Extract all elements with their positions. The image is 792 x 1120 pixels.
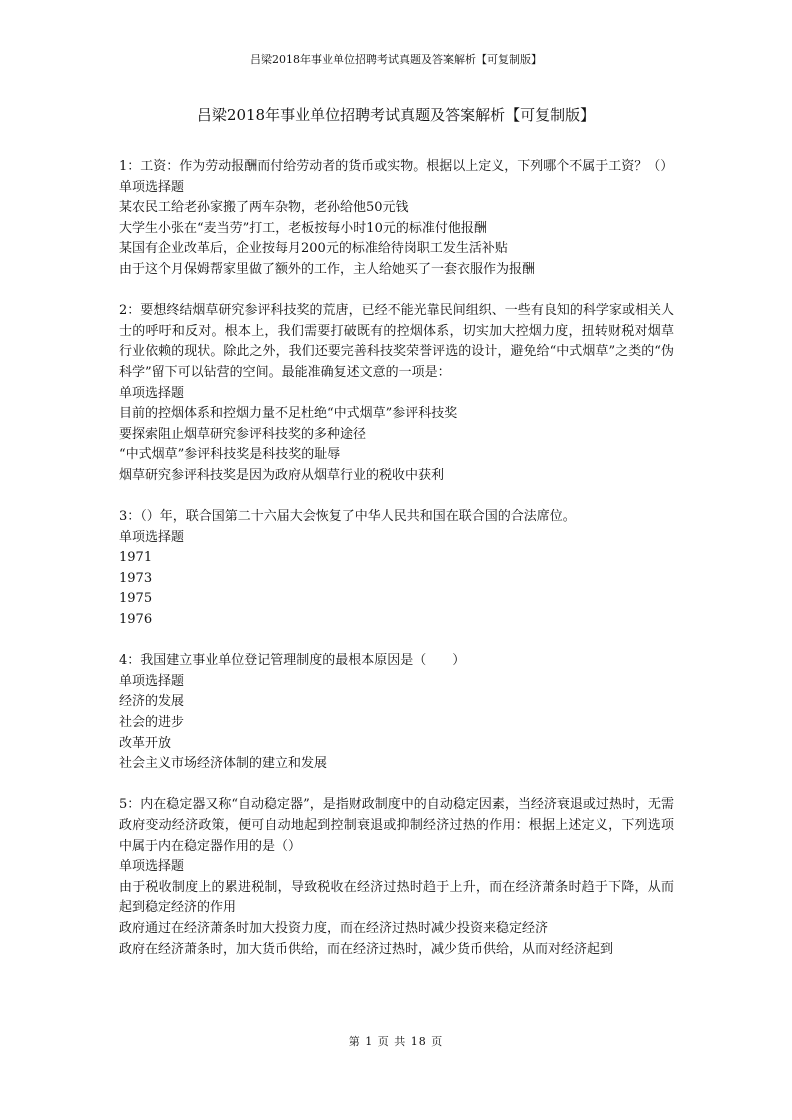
answer-option: “中式烟草”参评科技奖是科技奖的耻辱	[119, 447, 341, 463]
answer-option: 1973	[119, 570, 153, 586]
question-text: 4：我国建立事业单位登记管理制度的最根本原因是（ ）	[119, 653, 466, 669]
question-type: 单项选择题	[119, 385, 185, 401]
question-text: 2：要想终结烟草研究参评科技奖的荒唐，已经不能光靠民间组织、一些有良知的科学家或相关人士的呼吁和反对。根本上，我们需要打破既有的控烟体系，切实加大控烟力度，扭转财税对烟草行业依赖的现状。除此之外，我们还要完善科技奖荣誉评选的设计，避免给“中式烟草”之类的“伪科学”留下可以钻营的空间。最能准确复述文意的一项是：	[119, 303, 674, 380]
answer-option: 1976	[119, 612, 153, 628]
answer-option: 某国有企业改革后，企业按每月200元的标准给待岗职工发生活补贴	[119, 241, 508, 257]
answer-option: 1975	[119, 591, 153, 607]
answer-option: 政府通过在经济萧条时加大投资力度，而在经济过热时减少投资来稳定经济	[119, 920, 549, 936]
question-type: 单项选择题	[119, 529, 185, 545]
answer-option: 1971	[119, 550, 153, 566]
question-type: 单项选择题	[119, 179, 185, 195]
question-4	[119, 651, 674, 775]
question-3	[119, 507, 674, 631]
question-2	[119, 301, 674, 486]
question-text: 1：工资：作为劳动报酬而付给劳动者的货币或实物。根据以上定义，下列哪个不属于工资？（）	[119, 159, 674, 174]
question-text: 3：（）年，联合国第二十六届大会恢复了中华人民共和国在联合国的合法席位。	[119, 509, 576, 525]
question-1	[119, 157, 674, 281]
answer-option: 改革开放	[119, 735, 172, 751]
answer-option: 由于这个月保姆帮家里做了额外的工作，主人给她买了一套衣服作为报酬	[119, 261, 536, 277]
running-header: 吕梁2018年事业单位招聘考试真题及答案解析【可复制版】	[250, 53, 542, 66]
answer-option: 大学生小张在“麦当劳”打工，老板按每小时10元的标准付他报酬	[119, 220, 487, 236]
document-title: 吕梁2018年事业单位招聘考试真题及答案解析【可复制版】	[196, 106, 596, 124]
answer-option: 要探索阻止烟草研究参评科技奖的多种途径	[119, 426, 367, 442]
answer-option: 烟草研究参评科技奖是因为政府从烟草行业的税收中获利	[119, 467, 445, 483]
question-text: 5：内在稳定器又称“自动稳定器”，是指财政制度中的自动稳定因素，当经济衰退或过热时，无需政府变动经济政策，便可自动地起到控制衰退或抑制经济过热的作用：根据上述定义，下列选项中属于内在稳定器作用的是（）	[119, 797, 674, 854]
answer-option: 由于税收制度上的累进税制，导致税收在经济过热时趋于上升，而在经济萧条时趋于下降，从而起到稳定经济的作用	[119, 879, 674, 916]
answer-option: 目前的控烟体系和控烟力量不足杜绝“中式烟草”参评科技奖	[119, 406, 458, 422]
answer-option: 社会的进步	[119, 715, 185, 731]
answer-option: 经济的发展	[119, 694, 185, 710]
answer-option: 社会主义市场经济体制的建立和发展	[119, 756, 328, 772]
answer-option: 政府在经济萧条时，加大货币供给，而在经济过热时，减少货币供给，从而对经济起到	[119, 941, 614, 957]
questions-content	[119, 157, 674, 981]
question-type: 单项选择题	[119, 859, 185, 875]
page-number-footer: 第 1 页 共 18 页	[348, 1035, 444, 1048]
question-type: 单项选择题	[119, 673, 185, 689]
answer-option: 某农民工给老孙家搬了两车杂物，老孙给他50元钱	[119, 200, 409, 216]
question-5	[119, 795, 674, 960]
